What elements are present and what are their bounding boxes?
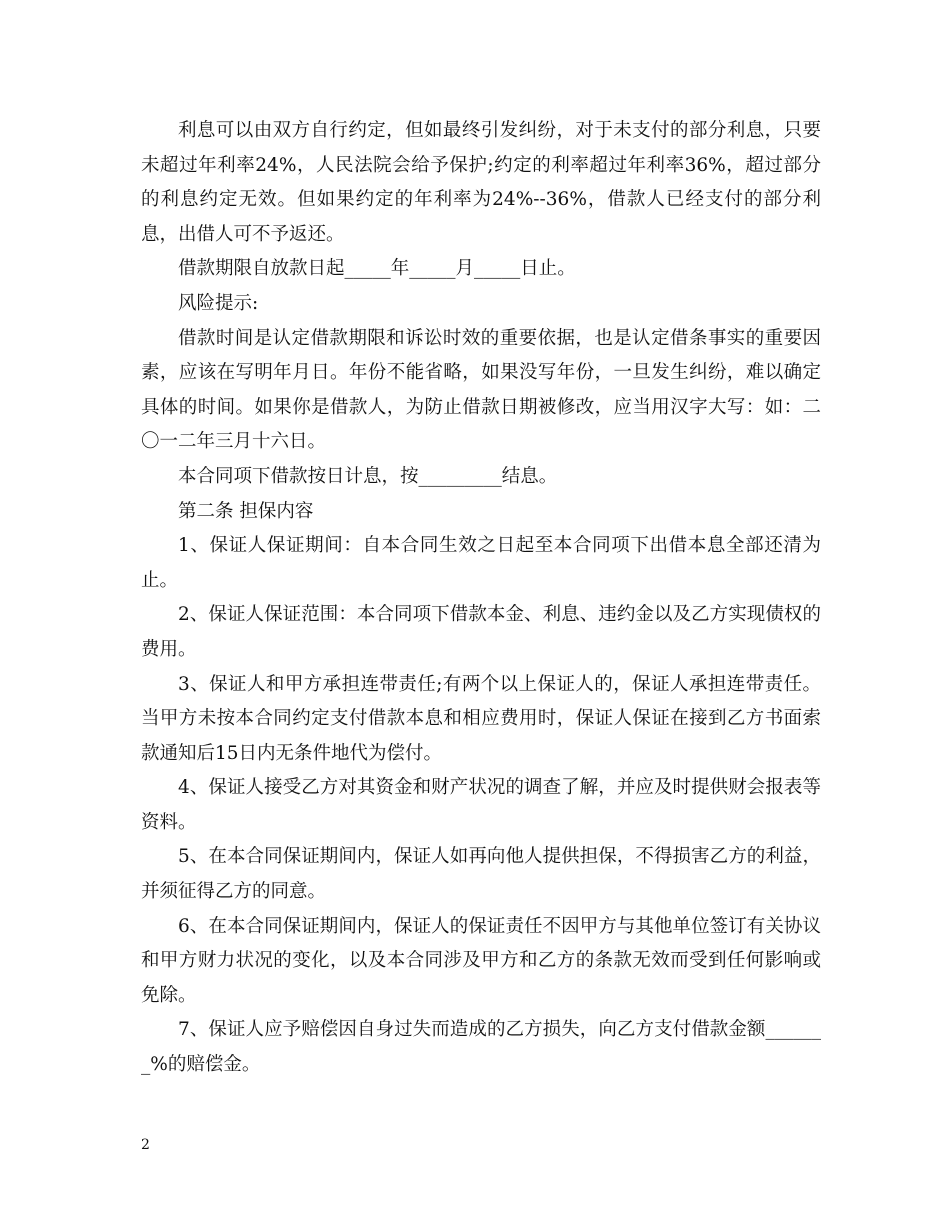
document-body: [141, 114, 821, 1083]
clause-5: 5、在本合同保证期间内，保证人如再向他人提供担保，不得损害乙方的利益，并须征得乙方的同意。: [141, 846, 821, 903]
clause-1: 1、保证人保证期间：自本合同生效之日起至本合同项下出借本息全部还清为止。: [141, 535, 821, 591]
section-heading-guarantee: 第二条 担保内容: [178, 500, 314, 522]
paragraph-loan-term: 借款期限自放款日起_____年_____月_____日止。: [178, 258, 576, 280]
paragraph-interest: 利息可以由双方自行约定，但如最终引发纠纷，对于未支付的部分利息，只要未超过年利率24%，人民法院会给予保护;约定的利率超过年利率36%，超过部分的利息约定无效。但如果约定的年利率为24%--36%，借款人已经支付的部分利息，出借人可不予返还。: [141, 120, 821, 245]
paragraph-risk-heading: 风险提示:: [178, 292, 259, 314]
paragraph-risk-notice: 借款时间是认定借款期限和诉讼时效的重要依据，也是认定借条事实的重要因素，应该在写明年月日。年份不能省略，如果没写年份，一旦发生纠纷，难以确定具体的时间。如果你是借款人，为防止借款日期被修改，应当用汉字大写：如：二〇一二年三月十六日。: [141, 327, 821, 453]
clause-6: 6、在本合同保证期间内，保证人的保证责任不因甲方与其他单位签订有关协议和甲方财力状况的变化，以及本合同涉及甲方和乙方的条款无效而受到任何影响或免除。: [141, 915, 821, 1006]
clause-4: 4、保证人接受乙方对其资金和财产状况的调查了解，并应及时提供财会报表等资料。: [141, 777, 821, 833]
clause-3: 3、保证人和甲方承担连带责任;有两个以上保证人的，保证人承担连带责任。当甲方未按本合同约定支付借款本息和相应费用时，保证人保证在接到乙方书面索款通知后15日内无条件地代为偿付。: [141, 673, 821, 764]
paragraph-daily-interest: 本合同项下借款按日计息，按_________结息。: [178, 465, 558, 487]
clause-7: 7、保证人应予赔偿因自身过失而造成的乙方损失，向乙方支付借款金额_______%的赔偿金。: [141, 1019, 821, 1076]
clause-2: 2、保证人保证范围：本合同项下借款本金、利息、违约金以及乙方实现债权的费用。: [141, 604, 821, 660]
page-number: 2: [141, 1137, 150, 1153]
